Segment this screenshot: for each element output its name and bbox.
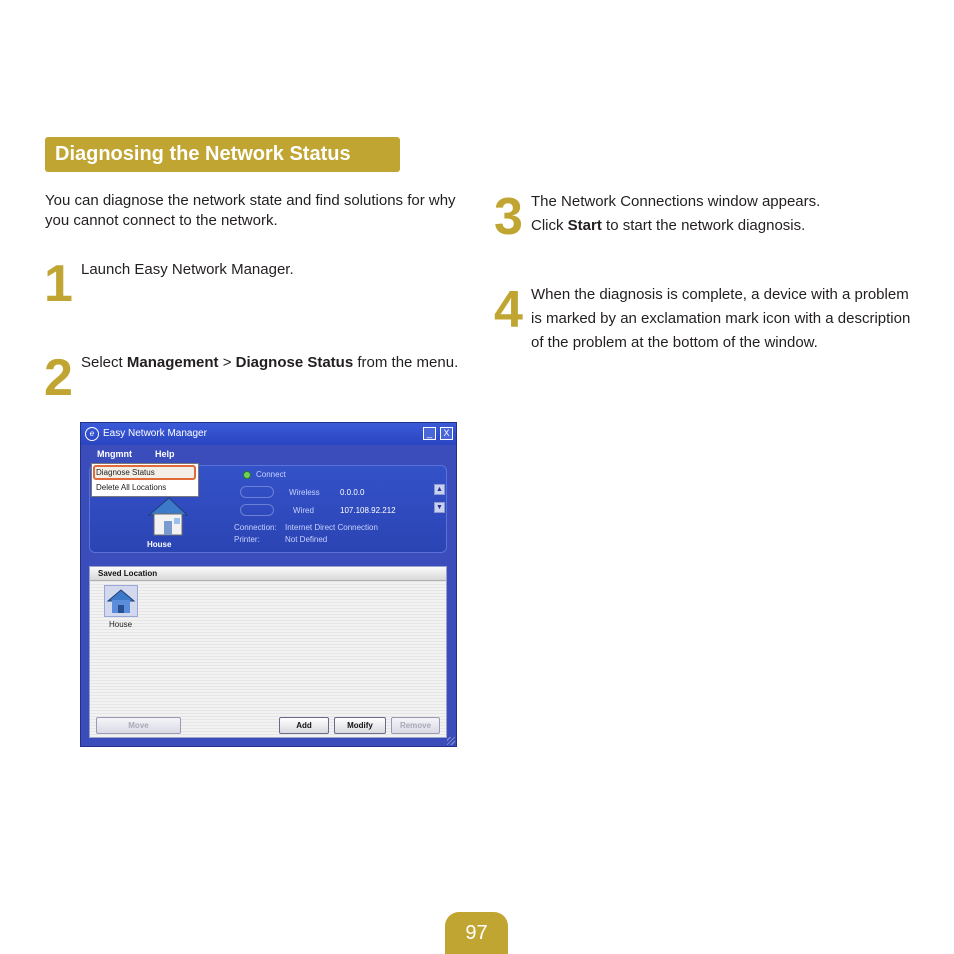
step-3-pre: Click [531,217,568,234]
app-logo-icon: e [85,427,99,441]
menu-item-delete-all-locations[interactable]: Delete All Locations [96,483,167,492]
connection-label: Connection: [234,523,277,532]
window-titlebar [81,423,456,445]
saved-house-tile[interactable] [104,585,138,617]
close-button[interactable]: X [440,427,453,440]
step-2-text [81,351,461,375]
page-number: 97 [445,912,508,954]
wired-label: Wired [293,506,314,515]
wireless-ip: 0.0.0.0 [340,488,365,497]
step-3-bold-start: Start [567,217,602,234]
step-3-line2 [531,214,921,238]
wireless-adapter-icon [240,486,274,498]
management-dropdown [91,463,199,497]
step-3-post: to start the network diagnosis. [601,217,806,234]
step-2-pre: Select [81,354,127,371]
remove-button[interactable]: Remove [391,717,440,734]
modify-button[interactable]: Modify [334,717,386,734]
step-2-number: 2 [44,349,71,407]
saved-location-header: Saved Location [90,567,446,581]
connect-status-icon [243,471,251,479]
window-title: Easy Network Manager [103,428,207,439]
step-2-bold-diagnose: Diagnose Status [235,354,354,371]
easy-network-manager-window [80,422,457,747]
step-2-post: from the menu. [353,354,459,371]
printer-value: Not Defined [285,535,328,544]
saved-house-label: House [109,620,133,629]
step-4-number: 4 [494,281,521,339]
connection-value: Internet Direct Connection [285,523,378,532]
scroll-up-icon[interactable]: ▲ [434,484,445,495]
step-1-text: Launch Easy Network Manager. [81,261,294,278]
location-label: House [147,540,172,549]
step-3-line1: The Network Connections window appears. [531,193,821,210]
house-icon [105,586,137,616]
resize-grip-icon[interactable] [447,737,455,745]
menu-item-diagnose-status[interactable]: Diagnose Status [96,468,155,477]
step-1-number: 1 [44,255,71,313]
connect-status-text: Connect [256,470,286,479]
wireless-label: Wireless [289,488,320,497]
step-2-mid: > [218,354,236,371]
wired-ip: 107.108.92.212 [340,506,396,515]
move-button[interactable]: Move [96,717,181,734]
step-4-text: When the diagnosis is complete, a device with a problem is marked by an exclamation mark icon with a description of the problem at the bottom of the window. [531,286,911,351]
printer-label: Printer: [234,535,260,544]
menu-help[interactable]: Help [155,449,175,459]
step-2-bold-management: Management [126,354,219,371]
saved-location-area [89,566,447,738]
scroll-down-icon[interactable]: ▼ [434,502,445,513]
intro-paragraph: You can diagnose the network state and find solutions for why you cannot connect to the network. [45,192,456,229]
step-3-number: 3 [494,188,521,246]
minimize-button[interactable]: _ [423,427,436,440]
wired-adapter-icon [240,504,274,516]
step-3-text [531,190,921,238]
add-button[interactable]: Add [279,717,329,734]
menu-management[interactable]: Mngmnt [97,449,132,459]
house-location-icon [145,495,189,537]
section-title: Diagnosing the Network Status [45,137,400,172]
menubar [81,445,456,463]
